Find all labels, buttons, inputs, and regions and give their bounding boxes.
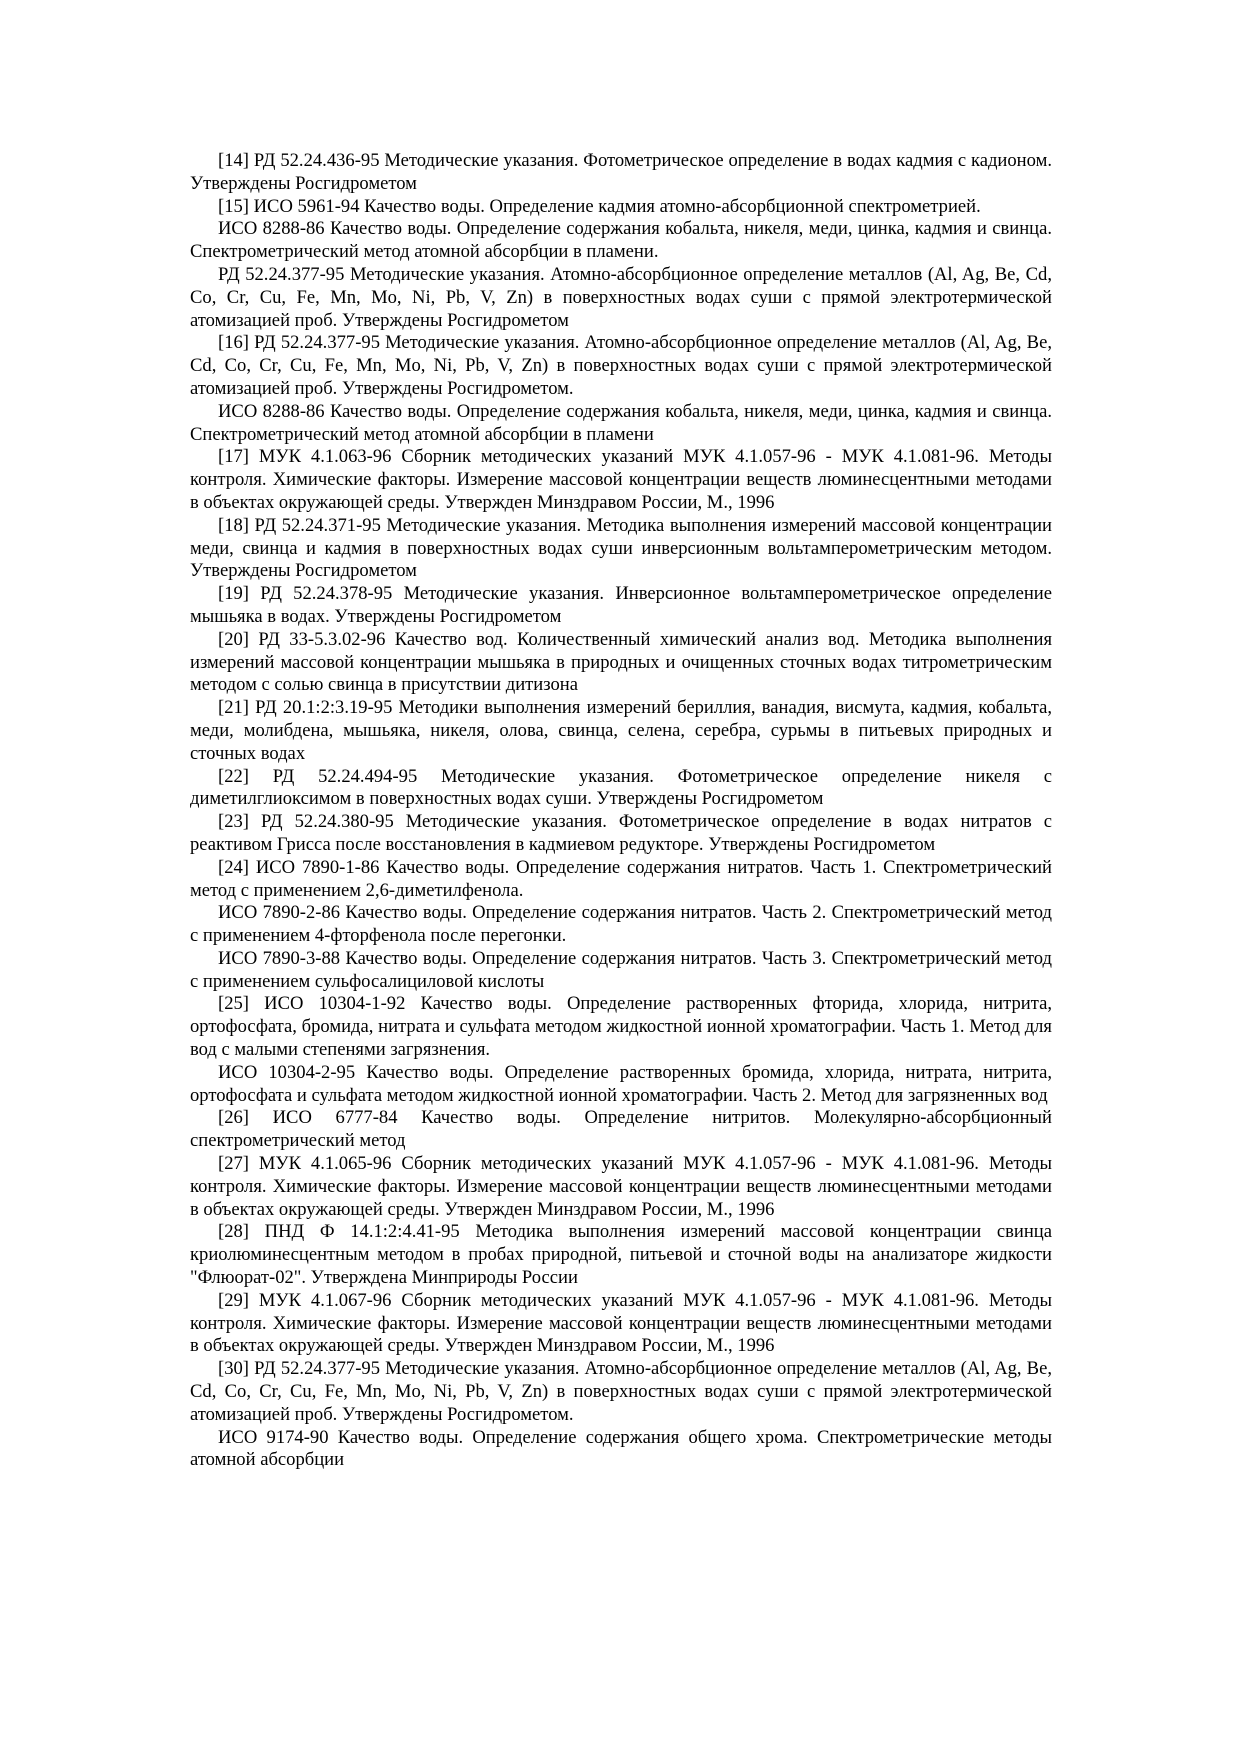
reference-17: [17] МУК 4.1.063-96 Сборник методических указаний МУК 4.1.057-96 - МУК 4.1.081-96. Методы контроля. Химические факторы. Измерение массовой концентрации веществ люминесцентными методами в объектах окружающей среды. Утвержден Минздравом России, М., 1996	[190, 446, 1052, 513]
reference-14: [14] РД 52.24.436-95 Методические указания. Фотометрическое определение в водах кадмия с кадионом. Утверждены Росгидрометом	[190, 150, 1052, 194]
reference-22: [22] РД 52.24.494-95 Методические указания. Фотометрическое определение никеля с диметилглиоксимом в поверхностных водах суши. Утверждены Росгидрометом	[190, 765, 1052, 810]
reference-25-iso-10304-2: ИСО 10304-2-95 Качество воды. Определение растворенных бромида, хлорида, нитрата, нитрита, ортофосфата и сульфата методом жидкостной ионной хроматографии. Часть 2. Метод для загрязненных вод	[190, 1061, 1052, 1106]
reference-15-rd-377: РД 52.24.377-95 Методические указания. Атомно-абсорбционное определение металлов (Al, Ag, Be, Cd, Co, Cr, Cu, Fe, Mn, Mo, Ni, Pb, V, Zn) в поверхностных водах суши с прямой электротермической атомизацией проб. Утверждены Росгидрометом	[190, 263, 1052, 331]
reference-24: [24] ИСО 7890-1-86 Качество воды. Определение содержания нитратов. Часть 1. Спектрометрический метод с применением 2,6-диметилфенола.	[190, 856, 1052, 901]
reference-18: [18] РД 52.24.371-95 Методические указания. Методика выполнения измерений массовой концентрации меди, свинца и кадмия в поверхностных водах суши инверсионным вольтамперометрическим методом. Утверждены Росгидрометом	[190, 514, 1052, 582]
reference-19: [19] РД 52.24.378-95 Методические указания. Инверсионное вольтамперометрическое определение мышьяка в водах. Утверждены Росгидрометом	[190, 583, 1052, 627]
reference-24-iso-7890-2: ИСО 7890-2-86 Качество воды. Определение содержания нитратов. Часть 2. Спектрометрический метод с применением 4-фторфенола после перегонки.	[190, 902, 1052, 947]
reference-16-iso-8288: ИСО 8288-86 Качество воды. Определение содержания кобальта, никеля, меди, цинка, кадмия и свинца. Спектрометрический метод атомной абсорбции в пламени	[190, 400, 1052, 445]
reference-16: [16] РД 52.24.377-95 Методические указания. Атомно-абсорбционное определение металлов (Al, Ag, Be, Cd, Co, Cr, Cu, Fe, Mn, Mo, Ni, Pb, V, Zn) в поверхностных водах суши с прямой электротермической атомизацией проб. Утверждены Росгидрометом.	[190, 332, 1052, 399]
reference-24-iso-7890-3: ИСО 7890-3-88 Качество воды. Определение содержания нитратов. Часть 3. Спектрометрический метод с применением сульфосалициловой кислоты	[190, 947, 1052, 992]
reference-21: [21] РД 20.1:2:3.19-95 Методики выполнения измерений бериллия, ванадия, висмута, кадмия, кобальта, меди, молибдена, мышьяка, никеля, олова, свинца, селена, серебра, сурьмы в питьевых природных и сточных водах	[190, 697, 1052, 764]
reference-15: [15] ИСО 5961-94 Качество воды. Определение кадмия атомно-абсорбционной спектрометрией.	[218, 195, 981, 217]
reference-26: [26] ИСО 6777-84 Качество воды. Определение нитритов. Молекулярно-абсорбционный спектрометрический метод	[190, 1107, 1052, 1152]
reference-27: [27] МУК 4.1.065-96 Сборник методических указаний МУК 4.1.057-96 - МУК 4.1.081-96. Методы контроля. Химические факторы. Измерение массовой концентрации веществ люминесцентными методами в объектах окружающей среды. Утвержден Минздравом России, М., 1996	[190, 1153, 1052, 1220]
reference-20: [20] РД 33-5.3.02-96 Качество вод. Количественный химический анализ вод. Методика выполнения измерений массовой концентрации мышьяка в природных и очищенных сточных водах титрометрическим методом с солью свинца в присутствии дитизона	[190, 628, 1052, 696]
reference-28: [28] ПНД Ф 14.1:2:4.41-95 Методика выполнения измерений массовой концентрации свинца криолюминесцентным методом в пробах природной, питьевой и сточной воды на анализаторе жидкости "Флюорат-02". Утверждена Минприроды России	[190, 1221, 1052, 1289]
document-page	[190, 150, 1052, 1472]
reference-29: [29] МУК 4.1.067-96 Сборник методических указаний МУК 4.1.057-96 - МУК 4.1.081-96. Методы контроля. Химические факторы. Измерение массовой концентрации веществ люминесцентными методами в объектах окружающей среды. Утвержден Минздравом России, М., 1996	[190, 1289, 1052, 1357]
reference-30: [30] РД 52.24.377-95 Методические указания. Атомно-абсорбционное определение металлов (Al, Ag, Be, Cd, Co, Cr, Cu, Fe, Mn, Mo, Ni, Pb, V, Zn) в поверхностных водах суши с прямой электротермической атомизацией проб. Утверждены Росгидрометом.	[190, 1358, 1052, 1425]
reference-25: [25] ИСО 10304-1-92 Качество воды. Определение растворенных фторида, хлорида, нитрита, ортофосфата, бромида, нитрата и сульфата методом жидкостной ионной хроматографии. Часть 1. Метод для вод с малыми степенями загрязнения.	[190, 993, 1052, 1061]
reference-15-iso-8288: ИСО 8288-86 Качество воды. Определение содержания кобальта, никеля, меди, цинка, кадмия и свинца. Спектрометрический метод атомной абсорбции в пламени.	[190, 218, 1052, 263]
reference-23: [23] РД 52.24.380-95 Методические указания. Фотометрическое определение в водах нитратов с реактивом Грисса после восстановления в кадмиевом редукторе. Утверждены Росгидрометом	[190, 811, 1052, 855]
reference-30-iso-9174: ИСО 9174-90 Качество воды. Определение содержания общего хрома. Спектрометрические методы атомной абсорбции	[190, 1426, 1052, 1471]
